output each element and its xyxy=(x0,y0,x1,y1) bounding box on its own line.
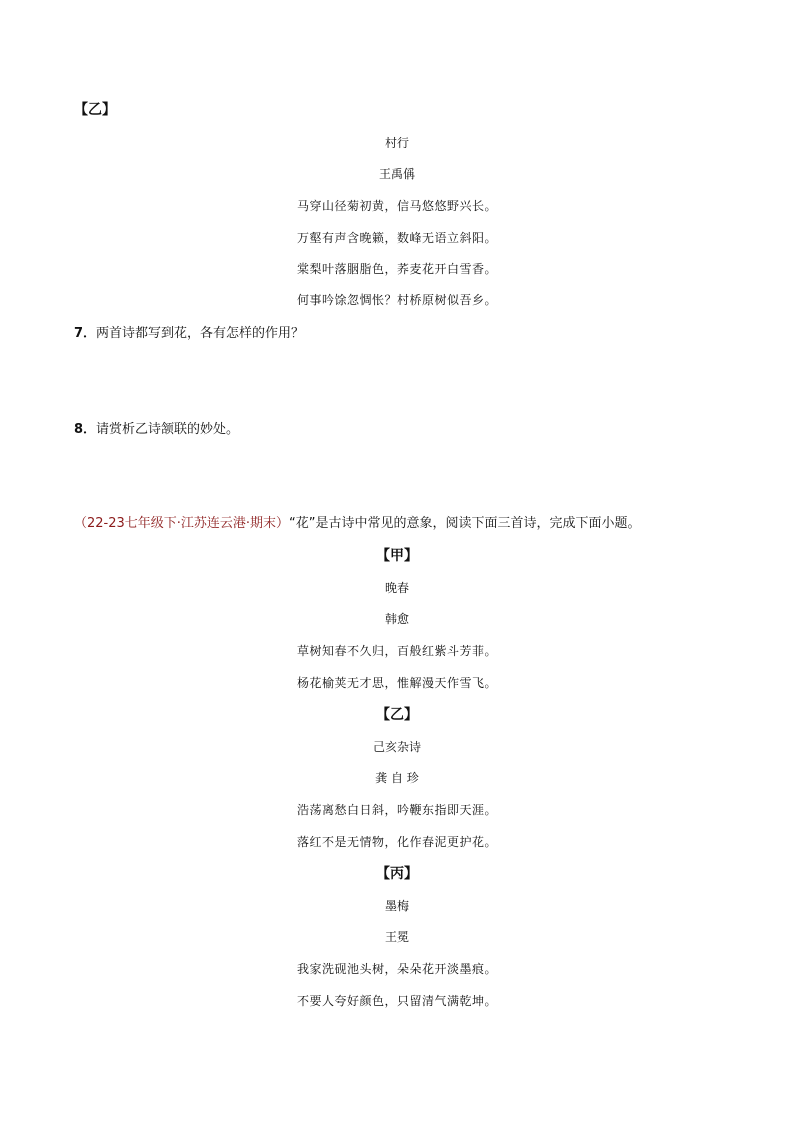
question-text: 两首诗都写到花，各有怎样的作用？ xyxy=(96,326,305,341)
poem-author: 王冕 xyxy=(384,930,409,944)
section-label-yi: 【乙】 xyxy=(74,102,116,118)
poem-line: 不要人夸好颜色，只留清气满乾坤。 xyxy=(296,994,497,1008)
poem-line: 我家洗砚池头树，朵朵花开淡墨痕。 xyxy=(296,962,497,976)
poem-author: 王禹偁 xyxy=(378,167,415,181)
poem-line: 草树知春不久归，百般红紫斗芳菲。 xyxy=(296,644,497,658)
poem-author: 韩愈 xyxy=(384,612,409,626)
section-label-jia: 【甲】 xyxy=(376,548,418,564)
section-label-bing: 【丙】 xyxy=(376,866,418,882)
poem-line: 万壑有声含晚籁，数峰无语立斜阳。 xyxy=(296,231,497,245)
poem-title: 己亥杂诗 xyxy=(372,740,421,754)
question-number: 8． xyxy=(74,422,97,437)
question-7 xyxy=(74,324,304,344)
source-tag: （22-23七年级下·江苏连云港·期末） xyxy=(74,516,290,531)
poem-title: 村行 xyxy=(384,136,409,150)
question-8 xyxy=(74,420,239,440)
reading-intro xyxy=(74,514,641,534)
poem-line: 浩荡离愁白日斜，吟鞭东指即天涯。 xyxy=(296,803,497,817)
question-text: 请赏析乙诗颔联的妙处。 xyxy=(96,422,240,437)
poem-line: 棠梨叶落胭脂色，荞麦花开白雪香。 xyxy=(296,262,497,276)
intro-text: “花”是古诗中常见的意象，阅读下面三首诗，完成下面小题。 xyxy=(289,516,641,531)
poem-line: 杨花榆荚无才思，惟解漫天作雪飞。 xyxy=(296,676,497,690)
poem-line: 马穿山径菊初黄，信马悠悠野兴长。 xyxy=(296,199,497,213)
section-label-yi: 【乙】 xyxy=(376,707,418,723)
poem-title: 晚春 xyxy=(384,581,409,595)
poem-author: 龚 自 珍 xyxy=(375,771,419,785)
question-number: 7． xyxy=(74,326,97,341)
poem-line: 何事吟馀忽惆怅？村桥原树似吾乡。 xyxy=(296,293,497,307)
poem-line: 落红不是无情物，化作春泥更护花。 xyxy=(296,835,497,849)
poem-title: 墨梅 xyxy=(384,899,409,913)
